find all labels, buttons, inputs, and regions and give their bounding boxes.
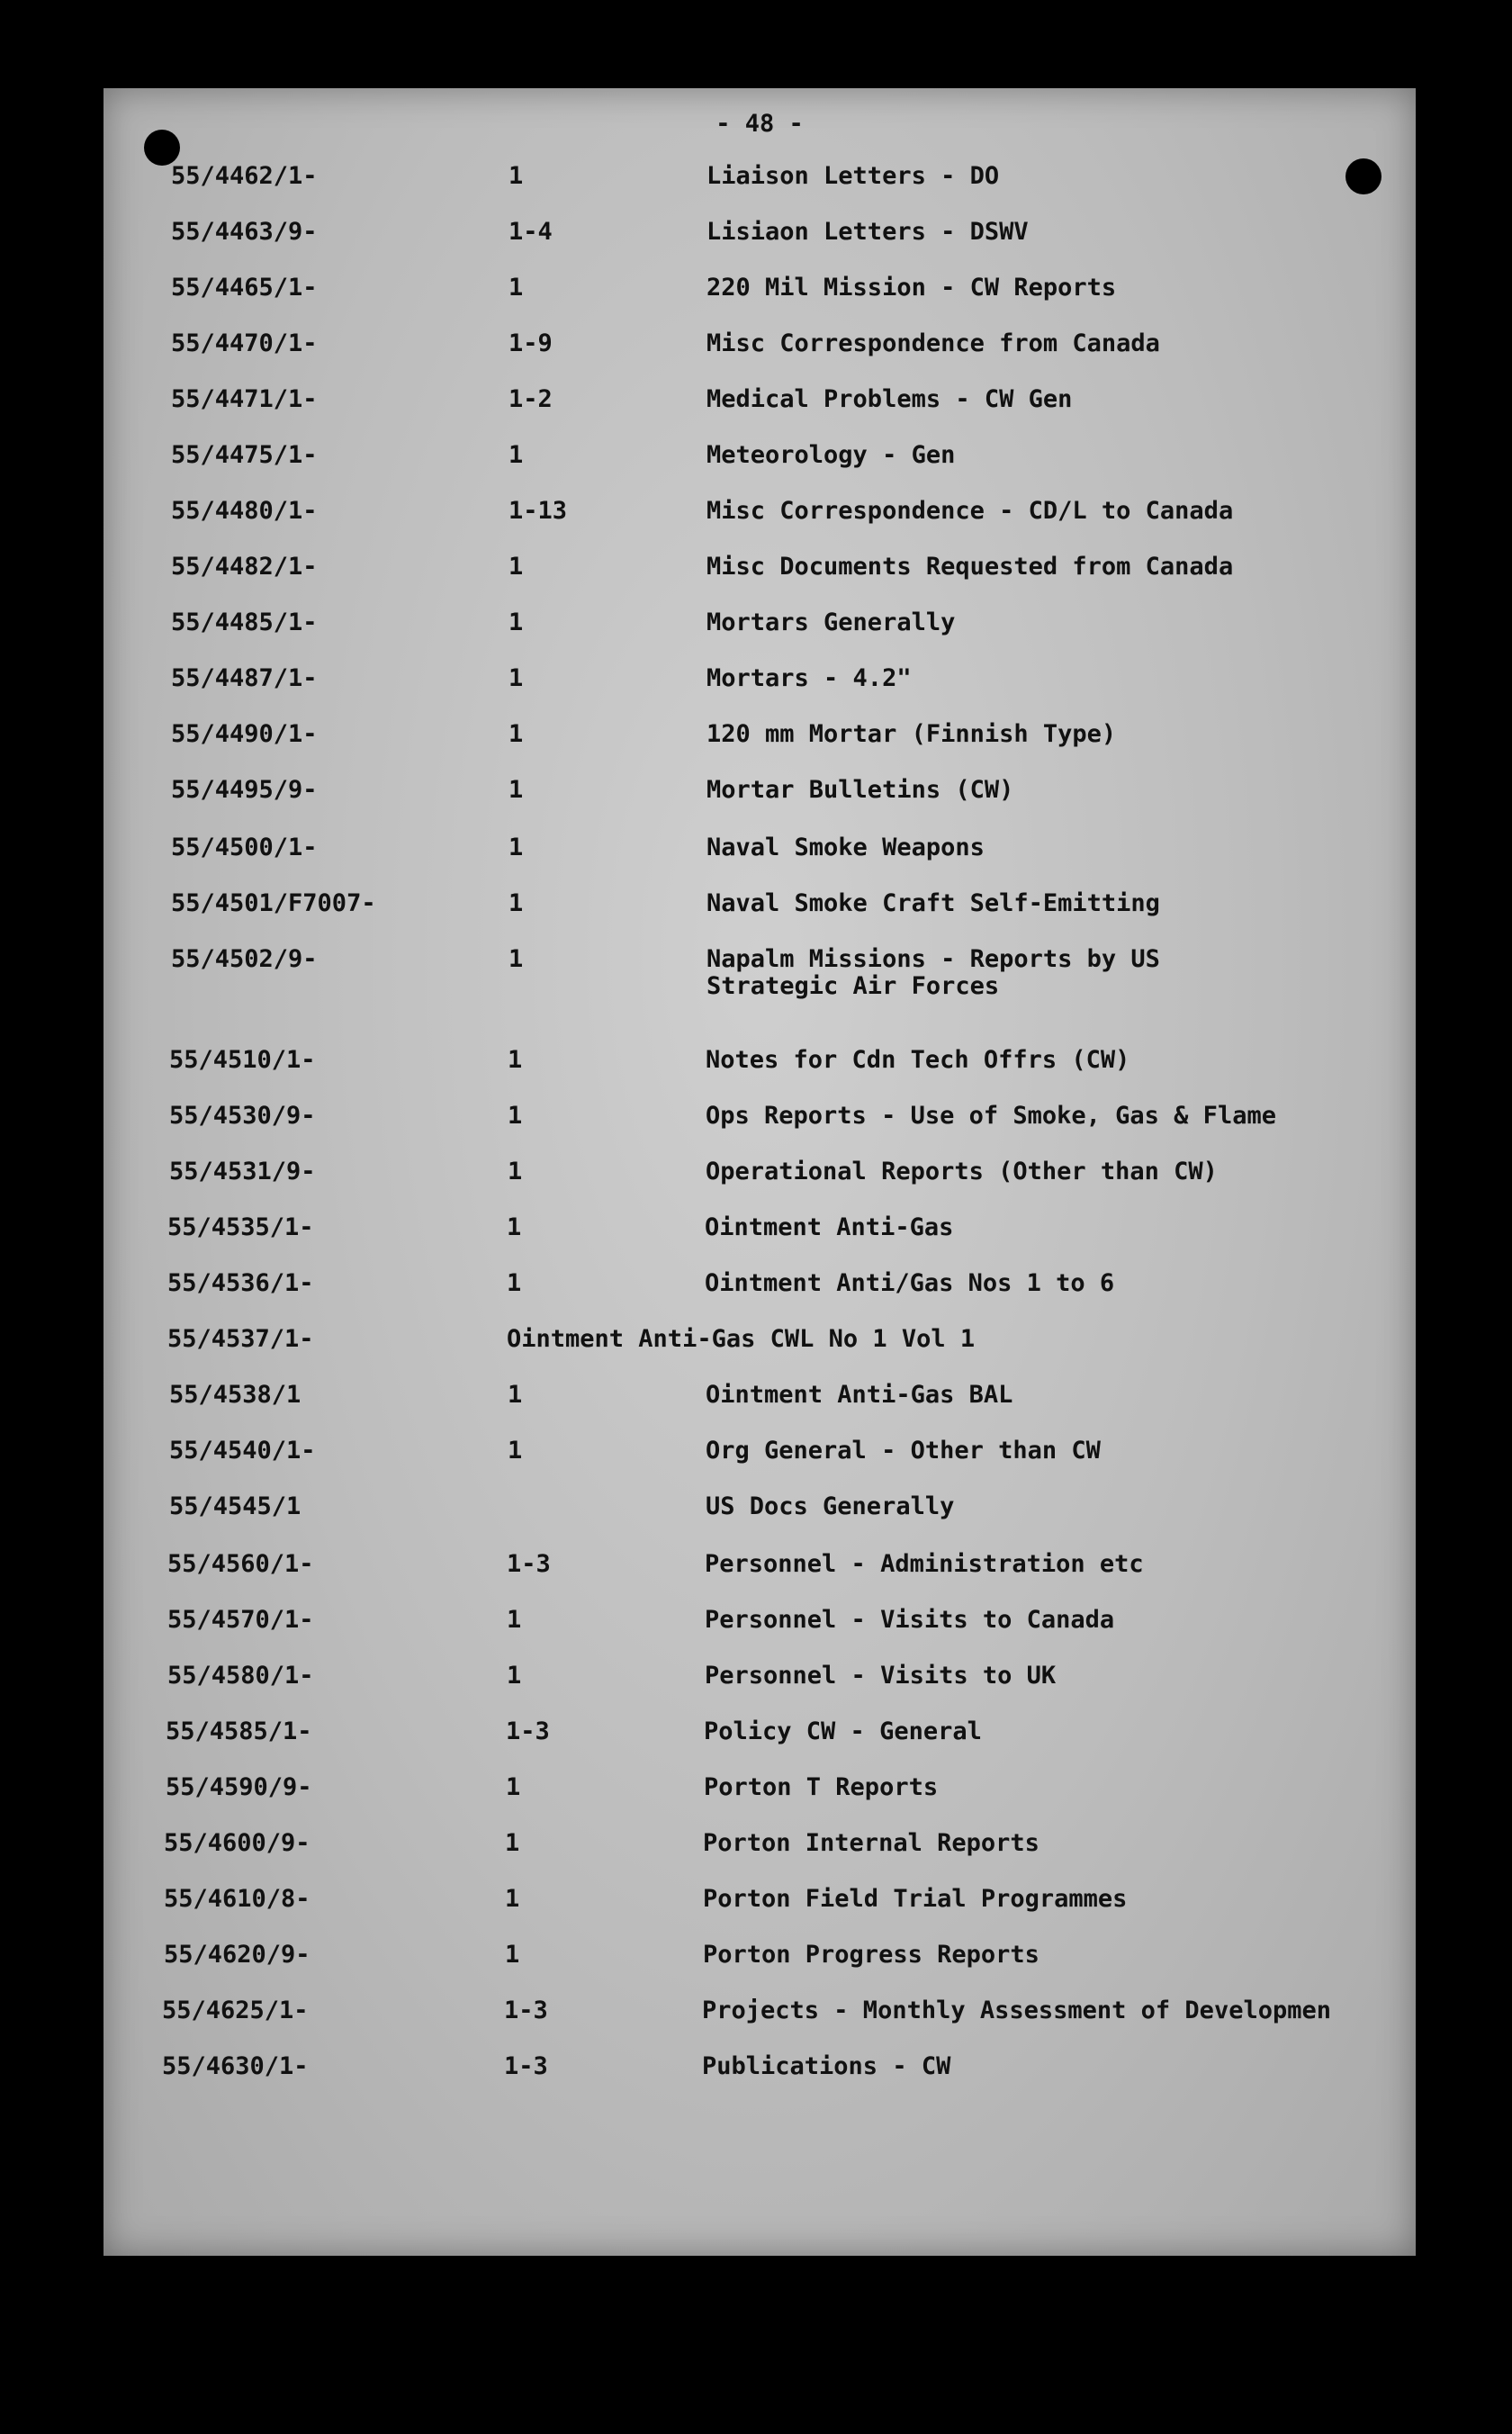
volume-range: 1-3 <box>504 1997 548 2024</box>
file-reference: 55/4471/1- <box>171 385 318 413</box>
table-row <box>104 329 1416 365</box>
table-row <box>104 1717 1416 1753</box>
file-title: Personnel - Visits to Canada <box>705 1606 1115 1634</box>
file-reference: 55/4487/1- <box>171 664 318 692</box>
file-title: Publications - CW <box>702 2052 951 2080</box>
volume-range: 1 <box>508 1046 523 1074</box>
table-row <box>104 2052 1416 2088</box>
file-reference: 55/4495/9- <box>171 776 318 804</box>
volume-range: 1 <box>508 945 524 973</box>
file-title: Porton Progress Reports <box>703 1941 1040 1969</box>
volume-range: 1 <box>508 664 524 692</box>
table-row <box>104 1213 1416 1249</box>
file-reference: 55/4540/1- <box>169 1437 316 1465</box>
file-title: Misc Documents Requested from Canada <box>706 553 1234 581</box>
file-title: Liaison Letters - DO <box>706 162 1000 190</box>
table-row <box>104 385 1416 421</box>
table-row <box>104 1885 1416 1921</box>
volume-range: 1-3 <box>504 2052 548 2080</box>
file-reference: 55/4535/1- <box>167 1213 314 1241</box>
table-row <box>104 1997 1416 2033</box>
file-reference: 55/4560/1- <box>167 1550 314 1578</box>
file-reference: 55/4530/9- <box>169 1102 316 1130</box>
table-row <box>104 553 1416 589</box>
volume-range: 1 <box>508 274 524 302</box>
file-title: 220 Mil Mission - CW Reports <box>706 274 1117 302</box>
volume-range: 1-2 <box>508 385 553 413</box>
file-title: Ointment Anti-Gas CWL No 1 Vol 1 <box>507 1325 976 1353</box>
table-row <box>104 218 1416 254</box>
file-title: Naval Smoke Craft Self-Emitting <box>706 889 1160 917</box>
file-title: Notes for Cdn Tech Offrs (CW) <box>706 1046 1130 1074</box>
table-row <box>104 1437 1416 1473</box>
file-reference: 55/4465/1- <box>171 274 318 302</box>
file-reference: 55/4537/1- <box>167 1325 314 1353</box>
file-title: Ointment Anti/Gas Nos 1 to 6 <box>705 1269 1115 1297</box>
file-reference: 55/4482/1- <box>171 553 318 581</box>
file-title: Projects - Monthly Assessment of Developmen <box>702 1997 1331 2024</box>
file-reference: 55/4470/1- <box>171 329 318 357</box>
volume-range: 1-4 <box>508 218 553 246</box>
file-title: Meteorology - Gen <box>706 441 956 469</box>
volume-range: 1-9 <box>508 329 553 357</box>
file-reference: 55/4590/9- <box>166 1773 312 1801</box>
file-reference: 55/4480/1- <box>171 497 318 525</box>
file-reference: 55/4501/F7007- <box>171 889 376 917</box>
volume-range: 1 <box>506 1773 521 1801</box>
volume-range: 1 <box>507 1269 522 1297</box>
table-row <box>104 945 1416 1010</box>
table-row <box>104 1550 1416 1586</box>
table-row <box>104 1269 1416 1305</box>
file-title: Personnel - Administration etc <box>705 1550 1144 1578</box>
file-reference: 55/4538/1 <box>169 1381 302 1409</box>
file-title: Naval Smoke Weapons <box>706 834 985 861</box>
volume-range: 1 <box>508 441 524 469</box>
volume-range: 1 <box>507 1662 522 1690</box>
file-reference: 55/4500/1- <box>171 834 318 861</box>
table-row <box>104 834 1416 870</box>
table-row <box>104 1662 1416 1698</box>
file-reference: 55/4531/9- <box>169 1158 316 1185</box>
file-title: Policy CW - General <box>704 1717 982 1745</box>
file-reference: 55/4570/1- <box>167 1606 314 1634</box>
file-reference: 55/4490/1- <box>171 720 318 748</box>
volume-range: 1 <box>508 608 524 636</box>
file-title: US Docs Generally <box>706 1492 955 1520</box>
table-row <box>104 441 1416 477</box>
file-reference: 55/4610/8- <box>164 1885 310 1913</box>
volume-range: 1 <box>505 1885 520 1913</box>
file-title: Ointment Anti-Gas <box>705 1213 954 1241</box>
file-reference: 55/4545/1 <box>169 1492 302 1520</box>
table-row <box>104 1046 1416 1082</box>
table-row <box>104 1325 1416 1361</box>
file-reference: 55/4625/1- <box>162 1997 309 2024</box>
volume-range: 1 <box>505 1829 520 1857</box>
table-row <box>104 274 1416 310</box>
file-reference: 55/4620/9- <box>164 1941 310 1969</box>
file-title: Misc Correspondence from Canada <box>706 329 1160 357</box>
volume-range: 1 <box>508 1437 523 1465</box>
volume-range: 1 <box>508 776 524 804</box>
table-row <box>104 1158 1416 1194</box>
file-title: Porton Internal Reports <box>703 1829 1040 1857</box>
file-title: Medical Problems - CW Gen <box>706 385 1073 413</box>
file-reference: 55/4475/1- <box>171 441 318 469</box>
file-reference: 55/4580/1- <box>167 1662 314 1690</box>
file-title: Personnel - Visits to UK <box>705 1662 1057 1690</box>
table-row <box>104 1773 1416 1809</box>
volume-range: 1-3 <box>507 1550 551 1578</box>
file-title: Ointment Anti-Gas BAL <box>706 1381 1013 1409</box>
file-reference: 55/4630/1- <box>162 2052 309 2080</box>
table-row <box>104 1381 1416 1417</box>
volume-range: 1 <box>507 1213 522 1241</box>
file-title: Porton T Reports <box>704 1773 939 1801</box>
file-reference: 55/4462/1- <box>171 162 318 190</box>
volume-range: 1 <box>507 1606 522 1634</box>
file-reference: 55/4510/1- <box>169 1046 316 1074</box>
file-title: Misc Correspondence - CD/L to Canada <box>706 497 1234 525</box>
page-number: - 48 - <box>716 110 804 138</box>
table-row <box>104 162 1416 198</box>
file-title: Mortar Bulletins (CW) <box>706 776 1014 804</box>
table-row <box>104 1941 1416 1977</box>
table-row <box>104 1606 1416 1642</box>
table-row <box>104 664 1416 700</box>
volume-range: 1 <box>508 162 524 190</box>
file-reference: 55/4463/9- <box>171 218 318 246</box>
volume-range: 1 <box>508 720 524 748</box>
file-title: Lisiaon Letters - DSWV <box>706 218 1029 246</box>
volume-range: 1 <box>508 889 524 917</box>
volume-range: 1 <box>508 834 524 861</box>
file-reference: 55/4485/1- <box>171 608 318 636</box>
volume-range: 1 <box>508 1102 523 1130</box>
file-title: Ops Reports - Use of Smoke, Gas & Flame <box>706 1102 1276 1130</box>
file-title: Mortars Generally <box>706 608 956 636</box>
table-row <box>104 1492 1416 1528</box>
file-reference: 55/4600/9- <box>164 1829 310 1857</box>
file-title: Porton Field Trial Programmes <box>703 1885 1128 1913</box>
table-row <box>104 497 1416 533</box>
table-row <box>104 1829 1416 1865</box>
volume-range: 1 <box>508 1381 523 1409</box>
table-row <box>104 1102 1416 1138</box>
table-row <box>104 608 1416 645</box>
file-reference: 55/4585/1- <box>166 1717 312 1745</box>
file-reference: 55/4502/9- <box>171 945 318 973</box>
table-row <box>104 720 1416 756</box>
document-page <box>104 88 1416 2256</box>
volume-range: 1 <box>508 553 524 581</box>
volume-range: 1 <box>505 1941 520 1969</box>
volume-range: 1-3 <box>506 1717 550 1745</box>
file-title: Operational Reports (Other than CW) <box>706 1158 1218 1185</box>
file-title: Org General - Other than CW <box>706 1437 1101 1465</box>
volume-range: 1-13 <box>508 497 568 525</box>
table-row <box>104 889 1416 925</box>
file-title-continuation: Strategic Air Forces <box>706 972 1000 1000</box>
table-row <box>104 776 1416 812</box>
file-title: 120 mm Mortar (Finnish Type) <box>706 720 1117 748</box>
file-title: Mortars - 4.2" <box>706 664 912 692</box>
volume-range: 1 <box>508 1158 523 1185</box>
file-reference: 55/4536/1- <box>167 1269 314 1297</box>
file-title: Napalm Missions - Reports by US <box>706 945 1160 973</box>
